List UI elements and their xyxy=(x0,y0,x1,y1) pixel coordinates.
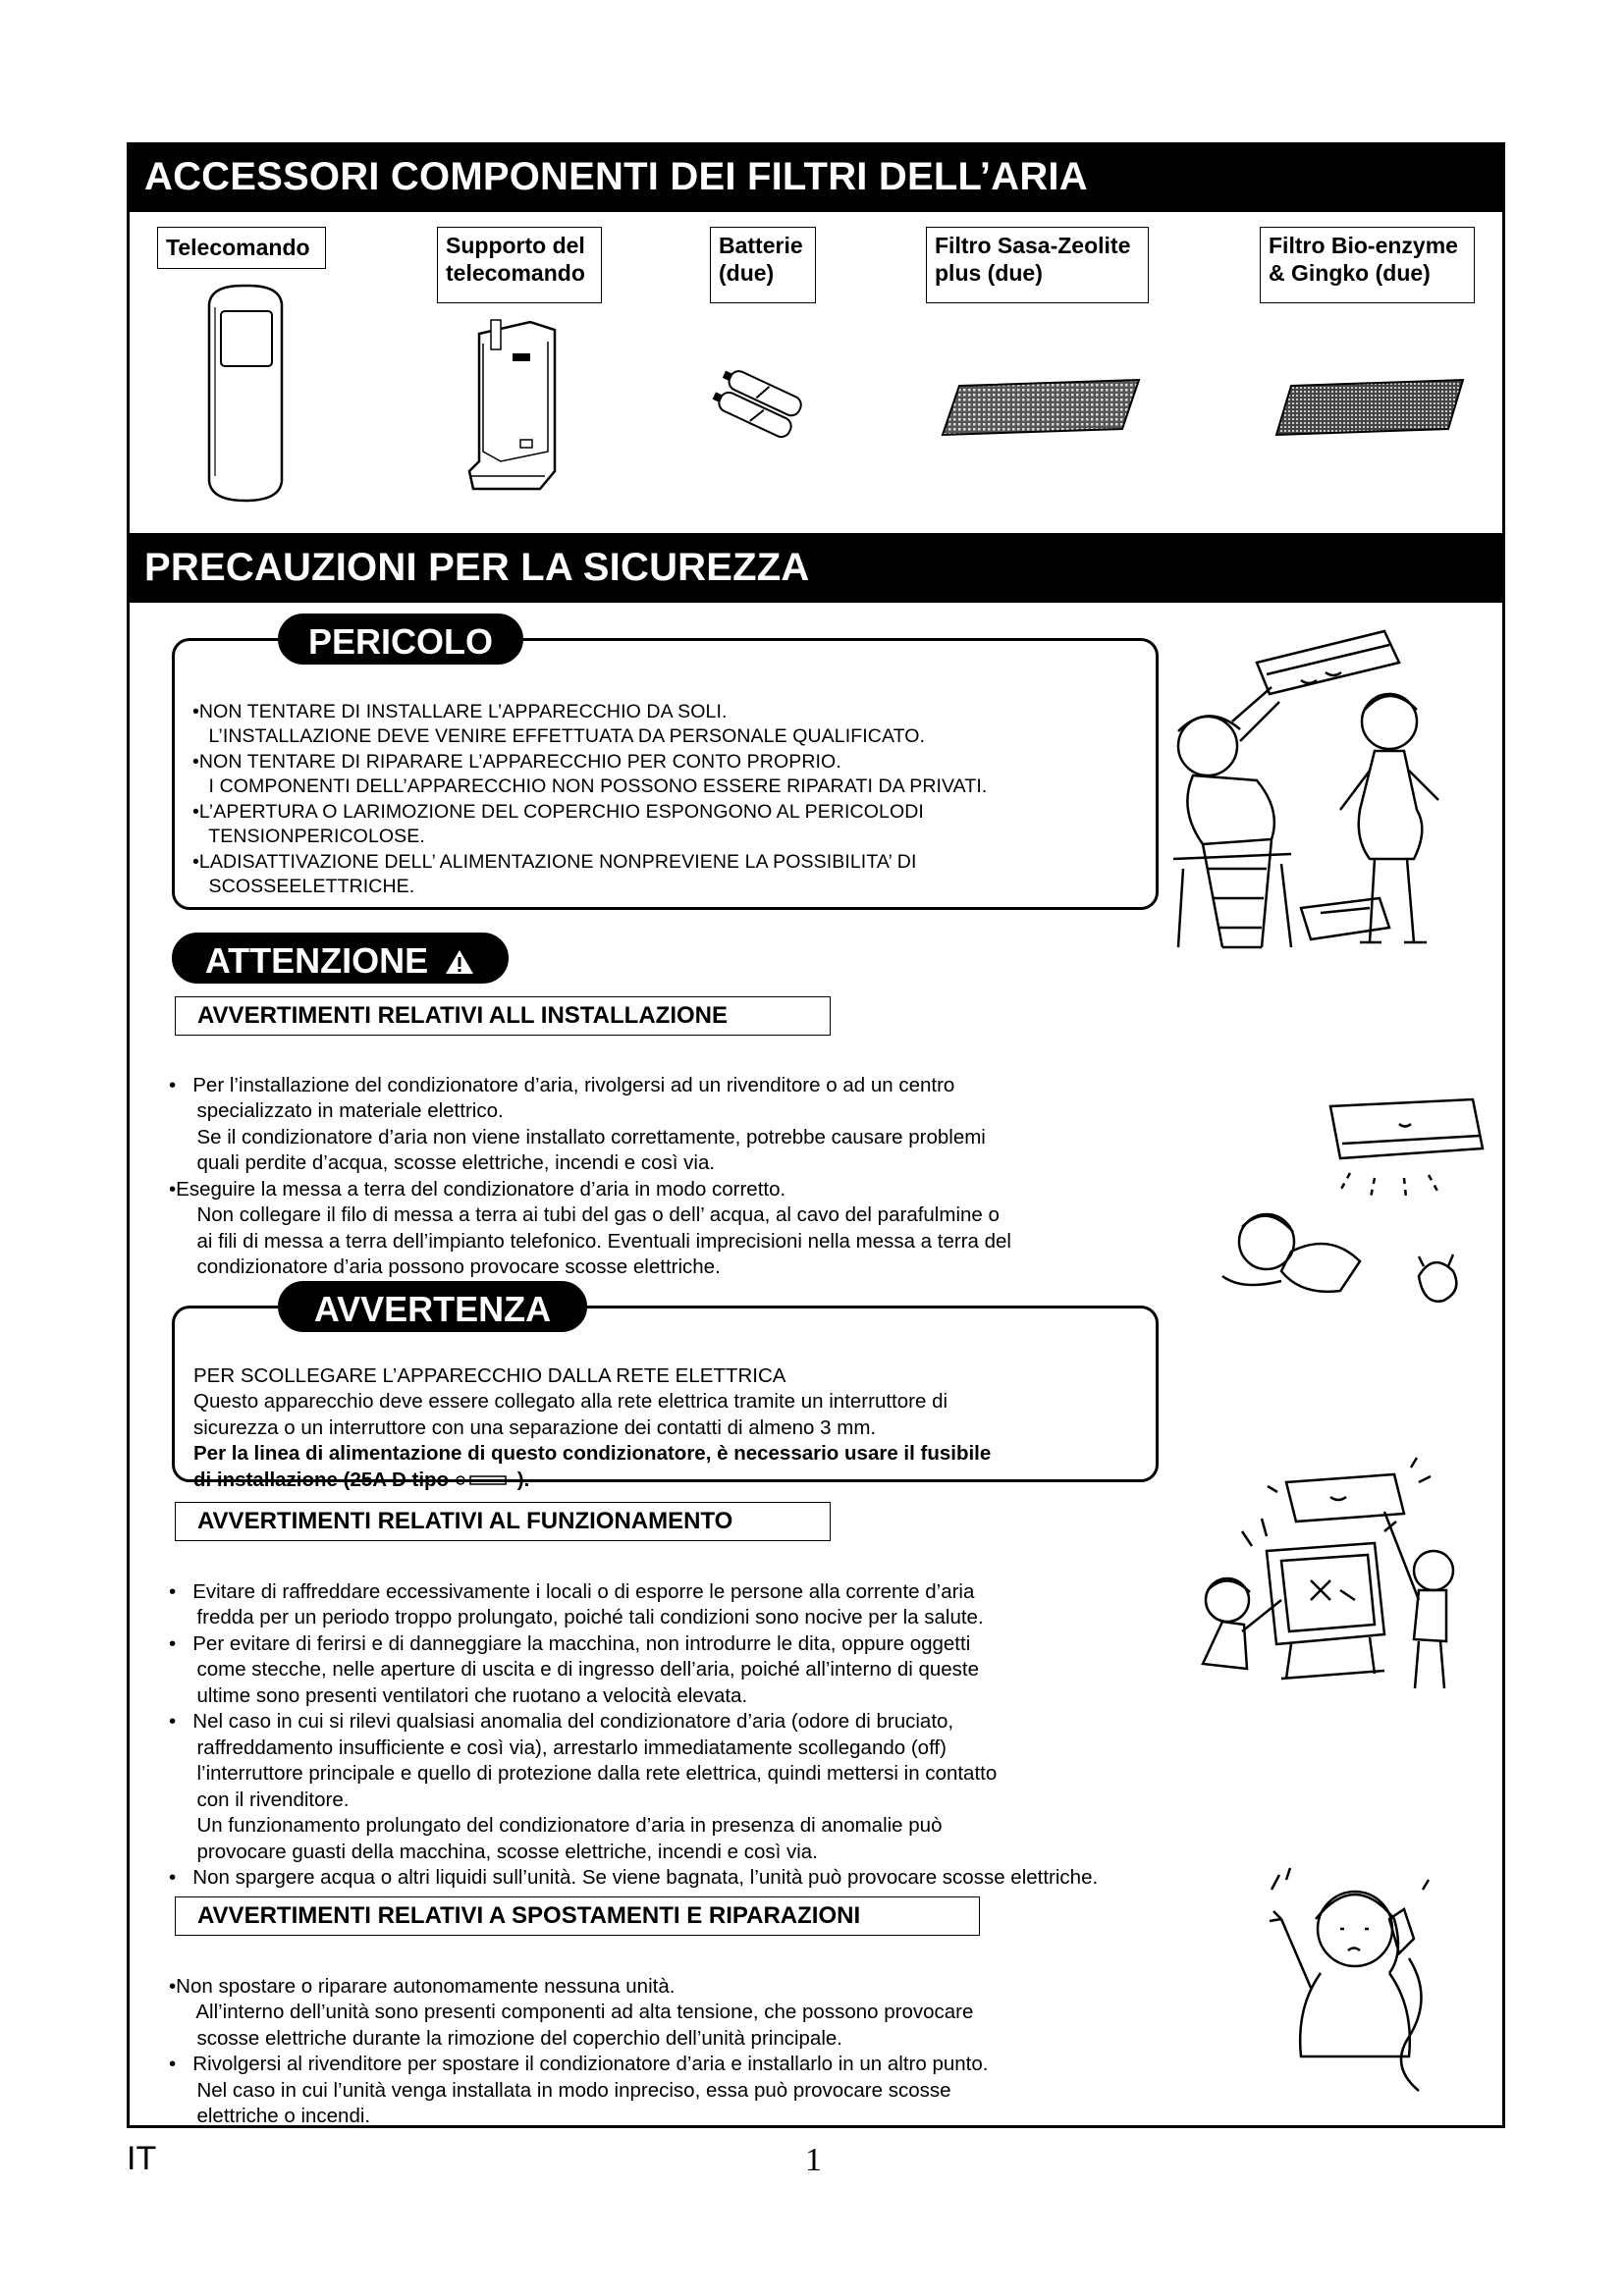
accessory-label-remote: Telecomando xyxy=(157,227,326,269)
accessory-label-batteries: Batterie (due) xyxy=(710,227,816,303)
spostamenti-heading: AVVERTIMENTI RELATIVI A SPOSTAMENTI E RIPARAZIONI xyxy=(175,1896,980,1936)
installazione-text: • Per l’installazione del condizionatore d’aria, rivolgersi ad un rivenditore o ad un centro specializzato in materiale elettrico. Se il condizionatore d’aria non viene installato correttamente, potrebbe causare problemi quali perdite d’acqua, scosse elettriche, incendi e così via. •Eseguire la messa a terra del condizionatore d’aria in modo corretto. Non collegare il filo di messa a terra ai tubi del gas o dell’ acqua, al cavo del parafulmine o ai fili di messa a terra dell’impianto telefonico. Eventuali imprecisioni nella messa a terra del condizionatore d’aria possono provocare scosse elettriche. xyxy=(169,1073,1011,1278)
filter-icon xyxy=(1272,378,1468,447)
spostamenti-text: •Non spostare o riparare autonomamente nessuna unità. All’interno dell’unità sono presenti componenti ad alta tensione, che possono provocare scosse elettriche durante la rimozione del coperchio dell’unità principale. • Rivolgersi al rivenditore per spostare il condizionatore d’aria e installarlo in un altro punto. Nel caso in cui l’unità venga installata in modo inpreciso, essa può provocare scosse elettriche o incendi. xyxy=(169,1974,989,2127)
installazione-heading: AVVERTIMENTI RELATIVI ALL INSTALLAZIONE xyxy=(175,996,831,1036)
footer-language: IT xyxy=(127,2140,157,2177)
pericolo-text: •NON TENTARE DI INSTALLARE L’APPARECCHIO DA SOLI. L’INSTALLAZIONE DEVE VENIRE EFFETTUATA DA PERSONALE QUALIFICATO. •NON TENTARE DI RIPARARE L’APPARECCHIO PER CONTO PROPRIO. I COMPONENTI DELL’APPARECCHIO NON POSSONO ESSERE RIPARATI DA PRIVATI. •L’APERTURA O LARIMOZIONE DEL COPERCHIO ESPONGONO AL PERICOLODI TENSIONPERICOLOSE. •LADISATTIVAZIONE DELL’ ALIMENTAZIONE NONPREVIENE LA POSSIBILITA’ DI SCOSSEELETTRICHE. xyxy=(192,700,988,897)
safety-title: PRECAUZIONI PER LA SICUREZZA xyxy=(127,533,1505,603)
accessory-label-filter-bio: Filtro Bio-enzyme & Gingko (due) xyxy=(1260,227,1475,303)
woman-phone-illustration xyxy=(1262,1860,1448,2096)
sleeping-child-illustration xyxy=(1213,1095,1492,1320)
batteries-icon xyxy=(707,363,820,447)
avvertenza-text: PER SCOLLEGARE L’APPARECCHIO DALLA RETE ELETTRICA Questo apparecchio deve essere collegato alla rete elettrica tramite un interruttore di sicurezza o un interruttore con una separazione dei contatti di almeno 3 mm. Per la linea di alimentazione di questo condizionatore, è necessario usare il fusibile di installazione (25A D tipo ). xyxy=(193,1363,992,1491)
fuse-icon xyxy=(455,1473,517,1487)
attenzione-label: ATTENZIONE xyxy=(172,933,509,984)
remote-holder-icon xyxy=(461,314,569,501)
remote-control-icon xyxy=(201,280,290,506)
accessories-title: ACCESSORI COMPONENTI DEI FILTRI DELL’ARIA xyxy=(127,142,1505,212)
funzionamento-text: • Evitare di raffreddare eccessivamente i locali o di esporre le persone alla corrente d’aria fredda per un periodo troppo prolungato, poiché tali condizioni sono nocive per la salute. • Per evitare di ferirsi e di danneggiare la macchina, non introdurre le dita, oppure oggetti come stecche, nelle aperture di uscita e di ingresso dell’aria, poiché all’interno di queste ultime sono presenti ventilatori che ruotano a velocità elevata. • Nel caso in cui si rilevi qualsiasi anomalia del condizionatore d’aria (odore di bruciato, raffreddamento insufficiente e così via), arrestarlo immediatamente scollegando (off) l’interruttore principale e quello di protezione dalla rete elettrica, quindi mettersi in contatto con il rivenditore. Un funzionamento prolungato del condizionatore d’aria in presenza di anomalie può provocare guasti della macchina, scosse elettriche, incendi e così via. • Non spargere acqua o altri liquidi sull’unità. Se viene bagnata, l’unità può provocare scosse elettriche. xyxy=(169,1579,1099,1889)
accessory-label-holder: Supporto del telecomando xyxy=(437,227,602,303)
installer-ladder-illustration xyxy=(1164,614,1492,962)
pericolo-label: PERICOLO xyxy=(278,614,523,665)
children-poking-illustration xyxy=(1183,1453,1478,1703)
page-number: 1 xyxy=(805,2142,822,2178)
funzionamento-heading: AVVERTIMENTI RELATIVI AL FUNZIONAMENTO xyxy=(175,1502,831,1541)
avvertenza-label: AVVERTENZA xyxy=(278,1281,587,1332)
accessory-label-filter-zeolite: Filtro Sasa-Zeolite plus (due) xyxy=(926,227,1149,303)
warning-triangle-icon xyxy=(444,948,475,976)
filter-icon xyxy=(938,378,1144,447)
